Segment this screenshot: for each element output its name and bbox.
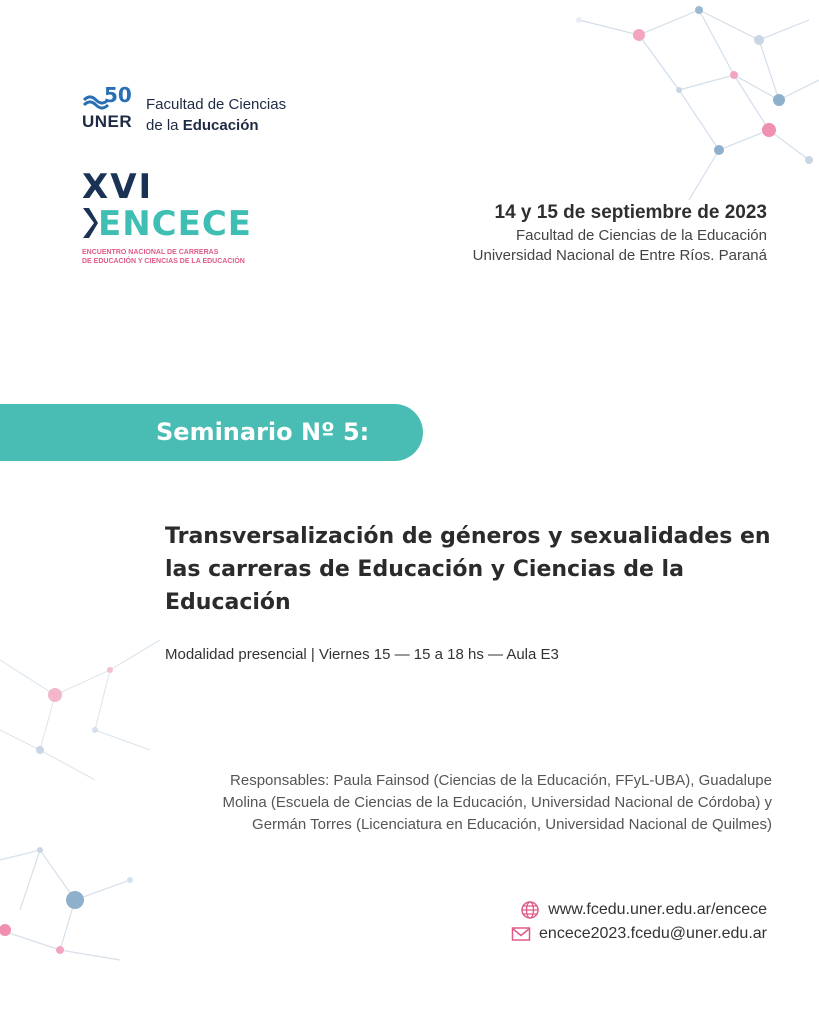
seminar-label: Seminario Nº 5: [156,418,370,446]
contact-info [511,898,767,946]
seminar-title: Transversalización de géneros y sexualidades en las carreras de Educación y Ciencias de la Educación [165,524,771,615]
network-decoration-top-right [519,0,819,210]
network-decoration-bottom-left [0,820,170,980]
seminar-responsables: Responsables: Paula Fainsod (Ciencias de la Educación, FFyL-UBA), Guadalupe Molina (Escuela de Ciencias de la Educación, Universidad Nacional de Córdoba) y Germán Torres (Licenciatura en Educación, Universidad Nacional de Quilmes) [222,772,772,833]
seminar-schedule: Modalidad presencial | Viernes 15 — 15 a 18 hs — Aula E3 [165,646,559,663]
edition-number: XVI [82,167,154,207]
uner-wordmark: UNER [82,112,133,131]
seminar-banner [0,404,423,461]
event-info [473,200,767,266]
globe-icon [520,900,540,920]
fce-uner-logo [82,80,322,140]
encece-subtitle: ENCUENTRO NACIONAL DE CARRERAS DE EDUCACIÓN Y CIENCIAS DE LA EDUCACIÓN [82,249,245,265]
faculty-name-line2: de la Educación [146,117,259,134]
website-row[interactable] [511,898,767,922]
uner-50-mark [82,80,142,110]
mail-icon [511,926,531,942]
event-venue-line1: Facultad de Ciencias de la Educación [516,227,767,244]
event-venue-line2: Universidad Nacional de Entre Ríos. Paraná [472,247,767,264]
encece-logo [82,167,282,270]
event-date: 14 y 15 de septiembre de 2023 [494,202,767,223]
email-link[interactable]: encece2023.fcedu@uner.edu.ar [539,925,767,942]
website-link[interactable]: www.fcedu.uner.edu.ar/encece [548,901,767,918]
faculty-name-line1: Facultad de Ciencias [146,96,287,113]
email-row[interactable] [511,922,767,946]
network-decoration-middle-left [0,600,190,800]
chevron-mark-icon [82,206,98,240]
encece-name: ENCECE [98,204,253,244]
logo-number: 50 [104,83,132,107]
